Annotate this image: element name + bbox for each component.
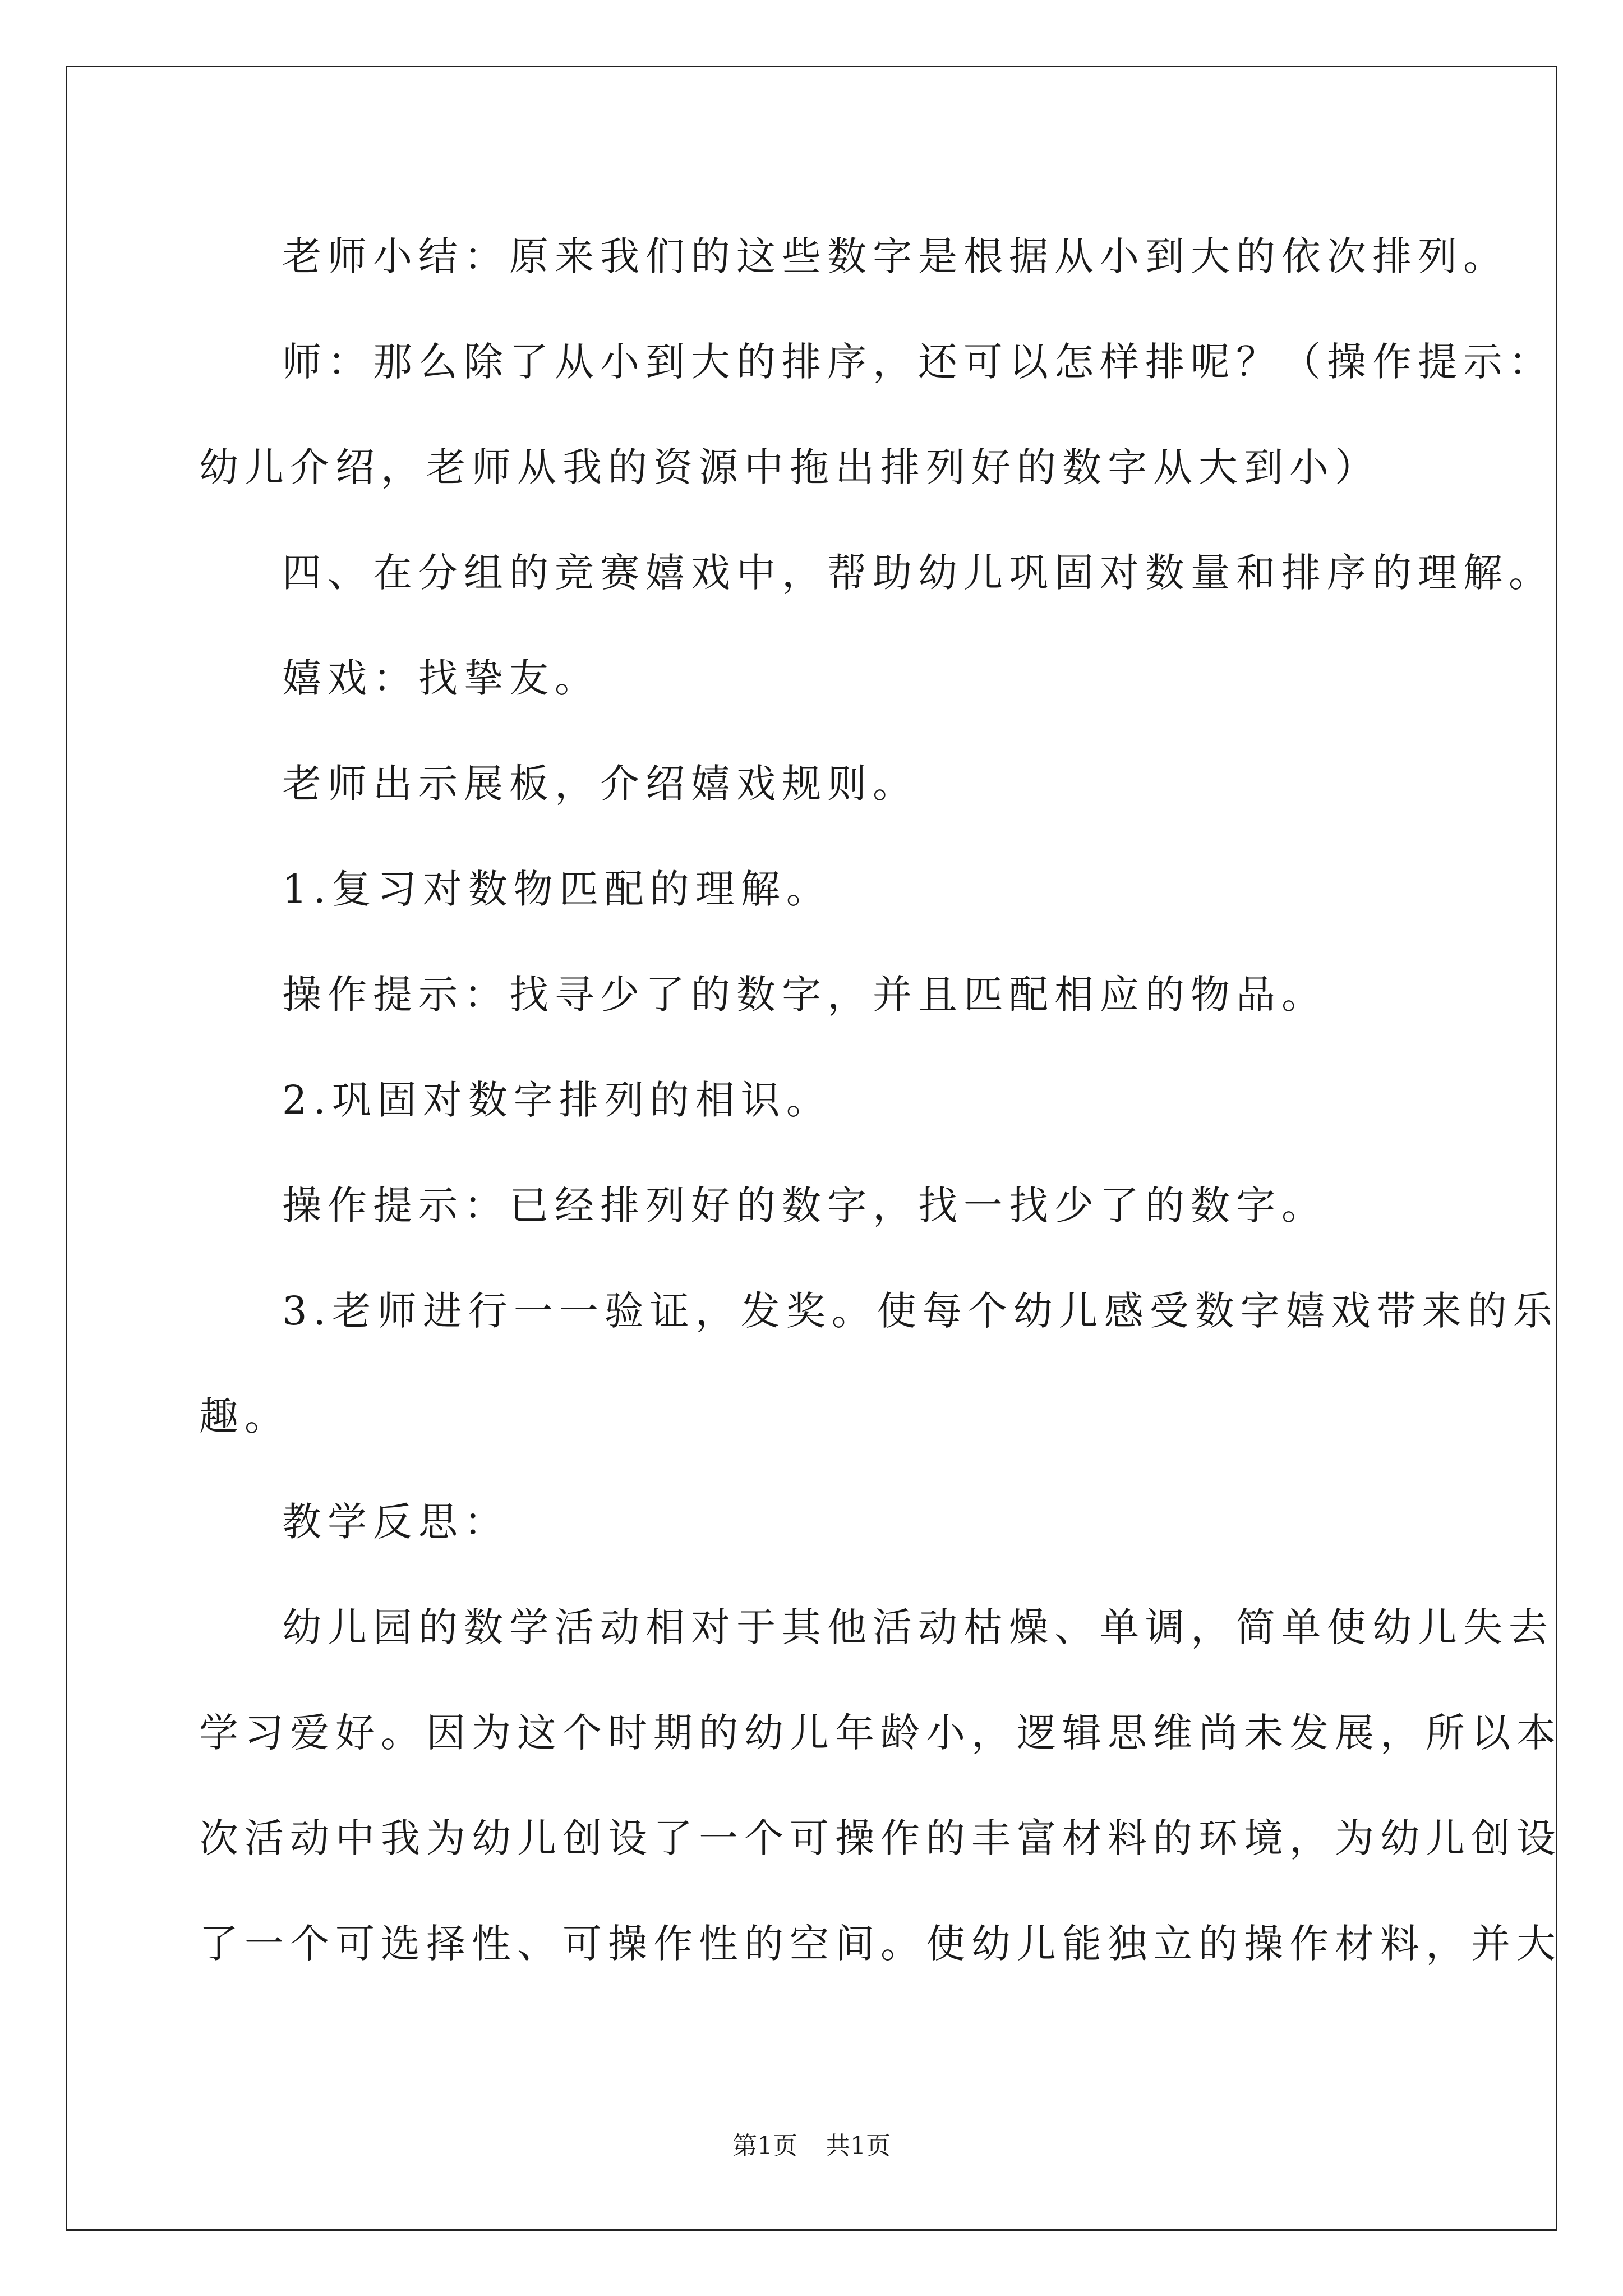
text-line: 老师出示展板，介绍嬉戏规则。 <box>282 761 918 807</box>
text-line: 了一个可选择性、可操作性的空间。使幼儿能独立的操作材料，并大 <box>199 1921 1562 1967</box>
text-line: 2.巩固对数字排列的相识。 <box>282 1077 832 1123</box>
text-line: 四、在分组的竞赛嬉戏中，帮助幼儿巩固对数量和排序的理解。 <box>282 550 1554 596</box>
text-line: 学习爱好。因为这个时期的幼儿年龄小，逻辑思维尚未发展，所以本 <box>199 1710 1562 1756</box>
page-number: 第1页 <box>732 2132 797 2160</box>
text-line: 师：那么除了从小到大的排序，还可以怎样排呢？（操作提示： <box>282 339 1554 385</box>
text-line: 老师小结：原来我们的这些数字是根据从小到大的依次排列。 <box>282 233 1509 279</box>
page-border <box>66 66 1557 2231</box>
text-line: 嬉戏：找挚友。 <box>282 655 600 701</box>
text-line: 趣。 <box>199 1393 290 1439</box>
text-line: 操作提示：已经排列好的数字，找一找少了的数字。 <box>282 1182 1327 1228</box>
page-total: 共1页 <box>826 2132 891 2160</box>
text-line: 次活动中我为幼儿创设了一个可操作的丰富材料的环境，为幼儿创设 <box>199 1815 1562 1861</box>
text-line: 操作提示：找寻少了的数字，并且匹配相应的物品。 <box>282 972 1327 1018</box>
text-line: 幼儿园的数学活动相对于其他活动枯燥、单调，简单使幼儿失去 <box>282 1604 1554 1650</box>
text-line: 教学反思： <box>282 1499 509 1545</box>
text-line: 3.老师进行一一验证，发奖。使每个幼儿感受数字嬉戏带来的乐 <box>282 1288 1559 1334</box>
text-line: 幼儿介绍，老师从我的资源中拖出排列好的数字从大到小） <box>199 444 1380 490</box>
page-footer <box>0 2134 1623 2159</box>
text-line: 1.复习对数物匹配的理解。 <box>282 866 832 912</box>
